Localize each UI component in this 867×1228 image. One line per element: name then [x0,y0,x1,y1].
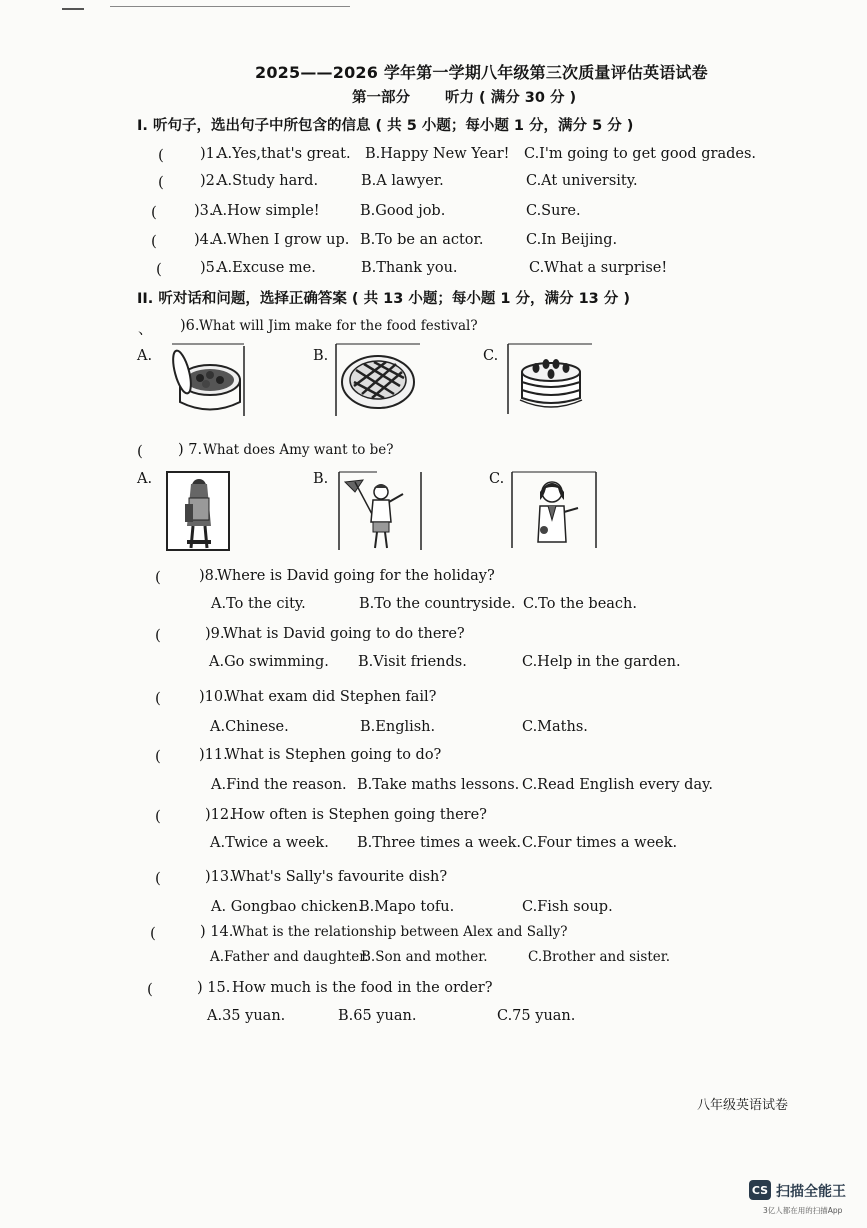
question-number: )2. [200,173,220,189]
option-b: B.Son and mother. [361,949,488,965]
option-c: C.I'm going to get good grades. [524,146,757,162]
option-c: C.Read English every day. [522,777,713,793]
question-number: ) 14. [200,924,234,940]
picture-label-b: B. [313,348,329,364]
section-1-heading: I. 听句子，选出句子中所包含的信息 ( 共 5 小题；每小题 1 分，满分 5 分 ) [137,118,634,134]
question-number: )3. [194,203,214,219]
answer-paren[interactable]: ( [158,173,164,191]
question-number: )4. [194,232,214,248]
option-a: A.To the city. [211,596,306,612]
option-a: A.Father and daughter. [210,949,369,965]
picture-label-c: C. [489,471,505,487]
question-number: ) 15. [197,980,231,996]
question-text: What is the relationship between Alex and Sally? [232,924,568,940]
picture-label-a: A. [137,471,153,487]
answer-paren[interactable]: ( [151,232,157,250]
option-c: C.In Beijing. [526,232,618,248]
picture-label-c: C. [483,348,499,364]
question-number: )13. [205,869,234,885]
question-number: )1. [200,146,220,162]
option-a: A.Go swimming. [209,654,329,670]
question-text: What does Amy want to be? [203,442,394,458]
tour-guide-icon[interactable] [337,470,425,552]
option-c: C.Brother and sister. [528,949,671,965]
option-b: B.Mapo tofu. [359,899,455,915]
option-c: C.What a surprise! [529,260,668,276]
option-c: C.To the beach. [523,596,638,612]
page-footer: 八年级英语试卷 [697,1098,789,1113]
option-b: B.Three times a week. [357,835,522,851]
question-text: What is David going to do there? [223,626,465,642]
option-a: A.35 yuan. [207,1008,286,1024]
answer-paren[interactable]: ( [155,626,161,644]
option-c: C.At university. [526,173,638,189]
question-number: )9. [205,626,225,642]
option-b: B.Visit friends. [358,654,467,670]
question-text: What will Jim make for the food festival? [199,318,478,334]
option-b: B.Take maths lessons. [357,777,520,793]
option-b: B.English. [360,719,436,735]
answer-paren[interactable]: ( [137,442,143,460]
part-label: 第一部分 [352,90,410,106]
option-b: B.65 yuan. [338,1008,417,1024]
option-b: B.Thank you. [361,260,458,276]
picture-label-a: A. [137,348,153,364]
answer-paren[interactable]: ( [155,689,161,707]
tick-mark: 、 [138,322,153,338]
answer-paren[interactable]: ( [155,568,161,586]
option-b: B.Happy New Year! [365,146,510,162]
option-a: A.When I grow up. [212,232,350,248]
option-a: A.Excuse me. [217,260,316,276]
answer-paren[interactable]: ( [156,260,162,278]
watermark-name: 扫描全能王 [776,1184,846,1200]
option-a: A.Twice a week. [210,835,329,851]
answer-paren[interactable]: ( [151,203,157,221]
question-number: )5. [200,260,220,276]
question-text: What's Sally's favourite dish? [231,869,448,885]
question-text: How much is the food in the order? [232,980,493,996]
question-text: What is Stephen going to do? [225,747,442,763]
camscanner-logo-icon: CS [749,1180,771,1200]
answer-paren[interactable]: ( [155,869,161,887]
section-2-heading: II. 听对话和问题，选择正确答案 ( 共 13 小题；每小题 1 分，满分 13 分 ) [137,291,630,307]
option-c: C.75 yuan. [497,1008,576,1024]
option-b: B.To the countryside. [359,596,516,612]
traveler-icon[interactable] [165,470,231,552]
food-basket-icon[interactable] [160,342,248,420]
question-number: )11. [199,747,228,763]
question-text: What exam did Stephen fail? [225,689,437,705]
cake-icon[interactable] [506,342,596,416]
option-a: A. Gongbao chicken. [211,899,363,915]
exam-title: 2025——2026 学年第一学期八年级第三次质量评估英语试卷 [255,63,708,82]
option-a: A.Yes,that's great. [217,146,351,162]
question-number: )10. [199,689,228,705]
option-c: C.Four times a week. [522,835,678,851]
answer-paren[interactable]: ( [155,807,161,825]
option-c: C.Help in the garden. [522,654,681,670]
option-c: C.Sure. [526,203,581,219]
picture-label-b: B. [313,471,329,487]
option-a: A.How simple! [212,203,320,219]
option-c: C.Fish soup. [522,899,613,915]
option-c: C.Maths. [522,719,588,735]
option-b: B.To be an actor. [360,232,484,248]
answer-paren[interactable]: ( [150,924,156,942]
option-a: A.Chinese. [210,719,289,735]
question-text: How often is Stephen going there? [231,807,487,823]
option-b: B.A lawyer. [361,173,444,189]
question-text: Where is David going for the holiday? [217,568,495,584]
question-number: )8. [199,568,219,584]
answer-paren[interactable]: ( [158,146,164,164]
pie-icon[interactable] [334,342,424,418]
question-number: ) 7. [178,442,203,458]
answer-paren[interactable]: ( [155,747,161,765]
option-b: B.Good job. [360,203,446,219]
question-number: )12. [205,807,234,823]
option-a: A.Study hard. [217,173,319,189]
watermark-sub: 3亿人都在用的扫描App [763,1206,843,1215]
answer-paren[interactable]: ( [147,980,153,998]
part-name: 听力 ( 满分 30 分 ) [445,90,577,106]
question-number: )6. [180,318,200,334]
businesswoman-icon[interactable] [510,470,600,550]
option-a: A.Find the reason. [211,777,347,793]
